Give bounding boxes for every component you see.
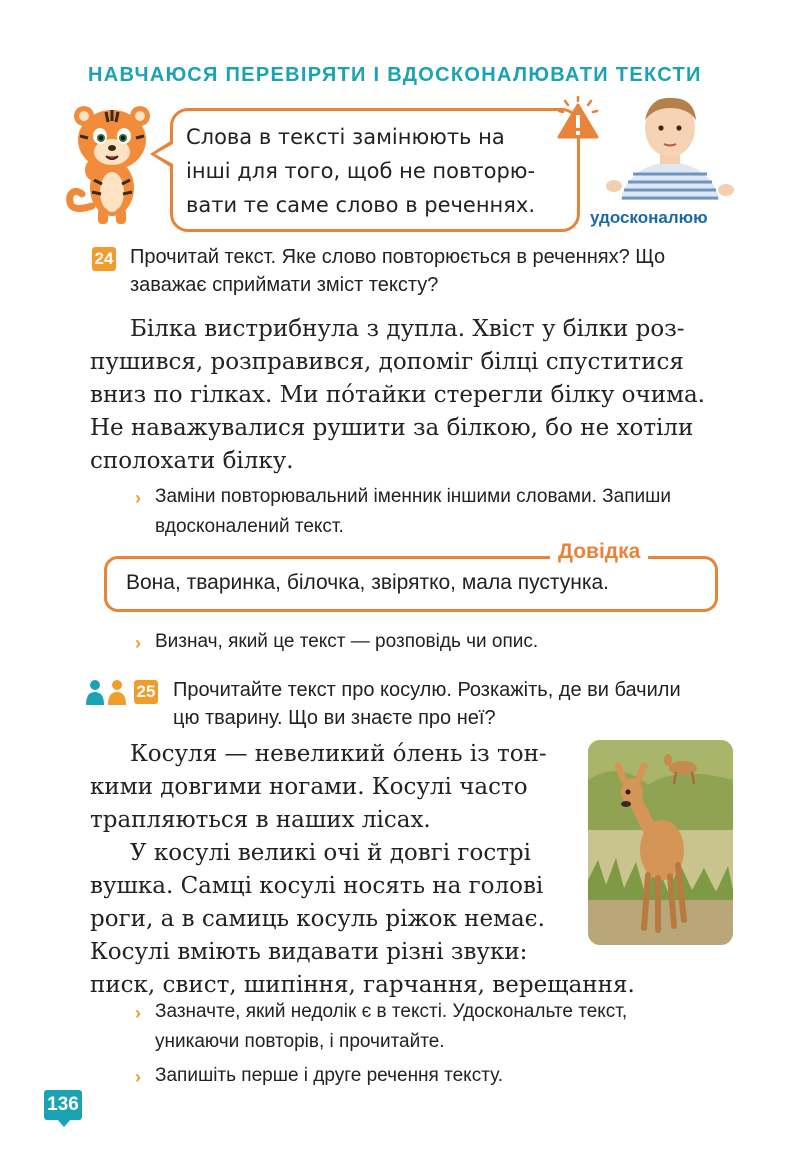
bullet-arrow-icon: ›: [135, 633, 141, 653]
bullet-arrow-icon: ›: [135, 1003, 141, 1023]
boy-label: удосконалюю: [590, 208, 708, 227]
tip-bubble-text: [186, 120, 556, 222]
task-number-badge: 24: [92, 247, 116, 271]
boy-photo: [600, 90, 740, 200]
roe-deer-text-line: роги, а в самиць косуль ріжок немає.: [90, 906, 545, 932]
squirrel-text-line: сполохати білку.: [90, 448, 294, 474]
tip-line: вати те саме слово в реченнях.: [186, 193, 536, 217]
bullet1-line: вдосконалений текст.: [155, 516, 344, 537]
reference-label: Довідка: [550, 540, 648, 564]
task-number-badge: 25: [134, 680, 158, 704]
squirrel-text-line: Не наважувалися рушити за білкою, бо не хотіли: [90, 415, 694, 441]
section-title: НАВЧАЮСЯ ПЕРЕВІРЯТИ І ВДОСКОНАЛЮВАТИ ТЕКСТИ: [88, 64, 702, 86]
roe-deer-text-line: кими довгими ногами. Косулі часто: [90, 774, 528, 800]
reference-text: Вона, тваринка, білочка, звірятко, мала пустунка.: [126, 571, 609, 594]
squirrel-text-line: вниз по гілках. Ми по́тайки стерегли білку очима.: [90, 382, 705, 408]
bullet-arrow-icon: ›: [135, 1067, 141, 1087]
task24-text: [130, 243, 665, 299]
pair-work-icon: [84, 679, 130, 705]
roe-deer-text-line: Косуля — невеликий о́лень із тон-: [130, 741, 547, 767]
bubble-tail-inner: [155, 144, 173, 164]
bullet1-text: [155, 482, 671, 542]
task25-text: [173, 676, 681, 732]
roe-deer-text-line: трапляються в наших лісах.: [90, 807, 431, 833]
squirrel-text: [90, 313, 740, 478]
tip-line: інші для того, щоб не повторю-: [186, 159, 536, 183]
roe-deer-text-line: У косулі великі очі й довгі гострі: [130, 840, 532, 866]
roe-deer-text-line: писк, свист, шипіння, гарчання, верещання.: [90, 972, 635, 998]
warning-icon: [555, 95, 601, 141]
roe-deer-text-line: Косулі вміють видавати різні звуки:: [90, 939, 528, 965]
tiger-illustration: [62, 96, 162, 226]
deer-photo: [588, 740, 733, 945]
bullet4-text: [155, 1061, 503, 1091]
roe-deer-text-line: вушка. Самці косулі носять на голові: [90, 873, 544, 899]
bullet4-line: Запишіть перше і друге речення тексту.: [155, 1065, 503, 1086]
page-number-tail: [56, 1118, 72, 1127]
task24-line: заважає сприймати зміст тексту?: [130, 274, 439, 296]
bullet3-text: [155, 997, 627, 1057]
task25-line: Прочитайте текст про косулю. Розкажіть, де ви бачили: [173, 679, 681, 701]
task25-line: цю тварину. Що ви знаєте про неї?: [173, 707, 496, 729]
bullet-arrow-icon: ›: [135, 488, 141, 508]
tip-line: Слова в тексті замінюють на: [186, 125, 505, 149]
squirrel-text-line: пушився, розправився, допоміг білці спуститися: [90, 349, 684, 375]
page-number: 136: [44, 1090, 82, 1120]
squirrel-text-line: Білка вистрибнула з дупла. Хвіст у білки роз-: [130, 316, 685, 342]
bullet3-line: Зазначте, який недолік є в тексті. Удоскональте текст,: [155, 1001, 628, 1022]
bullet1-line: Заміни повторювальний іменник іншими словами. Запиши: [155, 486, 671, 507]
task24-line: Прочитай текст. Яке слово повторюється в реченнях? Що: [130, 246, 666, 268]
bullet2-text: [155, 627, 538, 657]
bullet3-line: уникаючи повторів, і прочитайте.: [155, 1031, 445, 1052]
bullet2-line: Визнач, який це текст — розповідь чи опис.: [155, 631, 539, 652]
